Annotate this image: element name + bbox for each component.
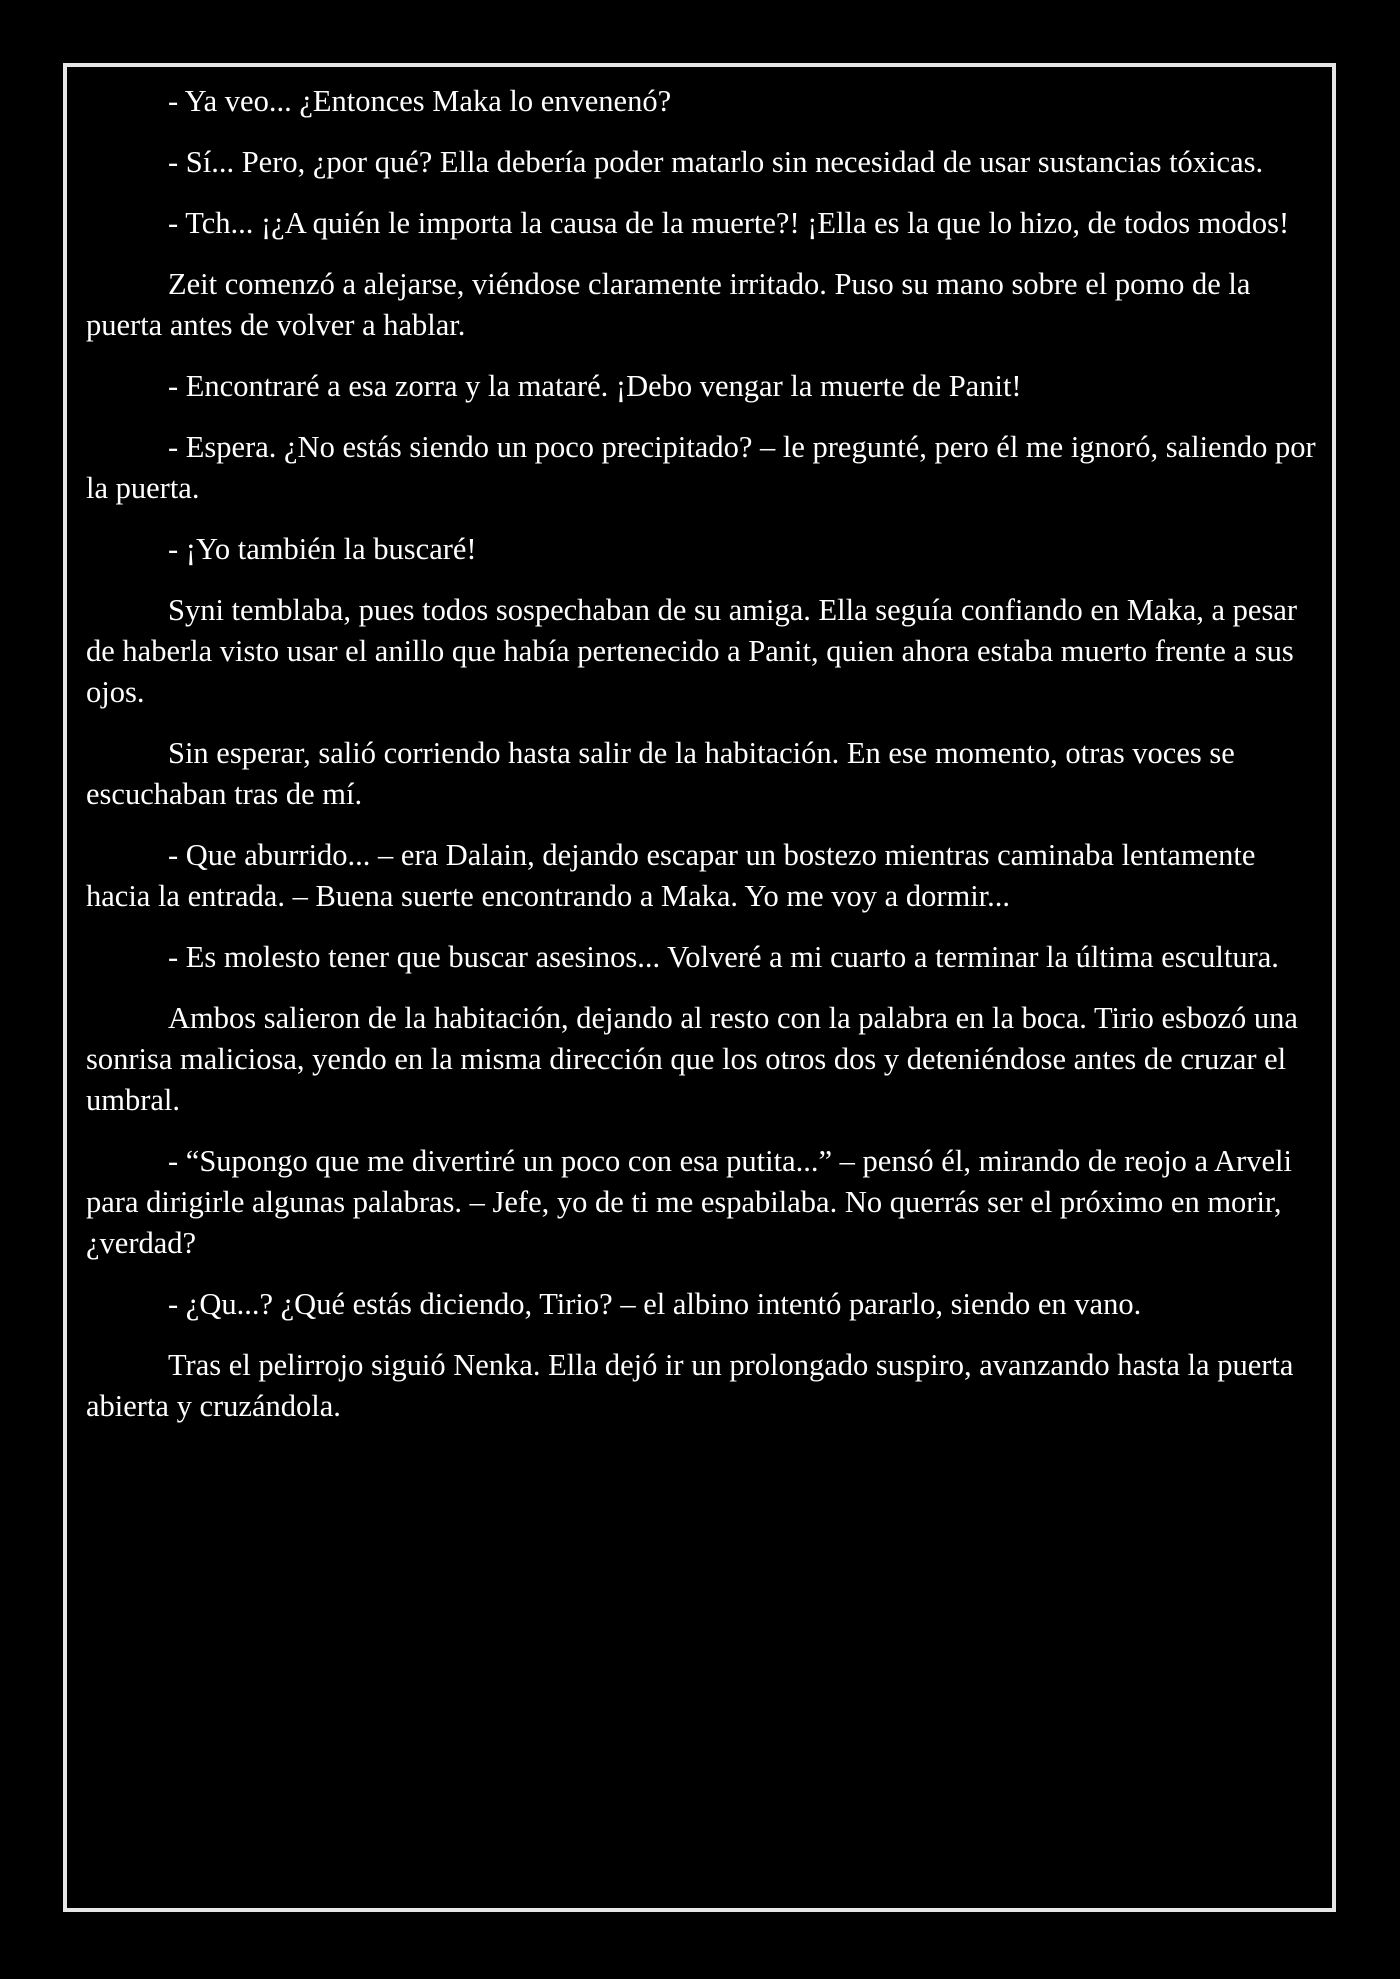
paragraph: - Sí... Pero, ¿por qué? Ella debería poder matarlo sin necesidad de usar sustancias tóxicas. [168,145,1264,179]
paragraph: - Es molesto tener que buscar asesinos... Volveré a mi cuarto a terminar la última escultura. [168,940,1279,974]
page-frame [63,63,1336,1912]
document-body [86,81,1326,1447]
paragraph: - “Supongo que me divertiré un poco con esa putita...” – pensó él, mirando de reojo a Arveli para dirigirle algunas palabras. – Jefe, yo de ti me espabilaba. No querrás ser el próximo en morir, ¿verdad? [86,1144,1292,1260]
paragraph: - Que aburrido... – era Dalain, dejando escapar un bostezo mientras caminaba lentamente hacia la entrada. – Buena suerte encontrando a Maka. Yo me voy a dormir... [86,838,1256,913]
paragraph: Tras el pelirrojo siguió Nenka. Ella dejó ir un prolongado suspiro, avanzando hasta la puerta abierta y cruzándola. [86,1348,1294,1423]
paragraph: - Espera. ¿No estás siendo un poco precipitado? – le pregunté, pero él me ignoró, saliendo por la puerta. [86,430,1316,505]
paragraph: Ambos salieron de la habitación, dejando al resto con la palabra en la boca. Tirio esbozó una sonrisa maliciosa, yendo en la misma dirección que los otros dos y deteniéndose antes de cruzar el umbral. [86,1001,1298,1117]
paragraph: Sin esperar, salió corriendo hasta salir de la habitación. En ese momento, otras voces se escuchaban tras de mí. [86,736,1235,811]
paragraph: - Encontraré a esa zorra y la mataré. ¡Debo vengar la muerte de Panit! [168,369,1022,403]
paragraph: Zeit comenzó a alejarse, viéndose claramente irritado. Puso su mano sobre el pomo de la puerta antes de volver a hablar. [86,267,1251,342]
paragraph: - Tch... ¡¿A quién le importa la causa de la muerte?! ¡Ella es la que lo hizo, de todos modos! [168,206,1290,240]
paragraph: - ¡Yo también la buscaré! [168,532,477,566]
paragraph: - Ya veo... ¿Entonces Maka lo envenenó? [168,84,672,118]
paragraph: - ¿Qu...? ¿Qué estás diciendo, Tirio? – el albino intentó pararlo, siendo en vano. [168,1287,1142,1321]
paragraph: Syni temblaba, pues todos sospechaban de su amiga. Ella seguía confiando en Maka, a pesar de haberla visto usar el anillo que había pertenecido a Panit, quien ahora estaba muerto frente a sus ojos. [86,593,1298,709]
